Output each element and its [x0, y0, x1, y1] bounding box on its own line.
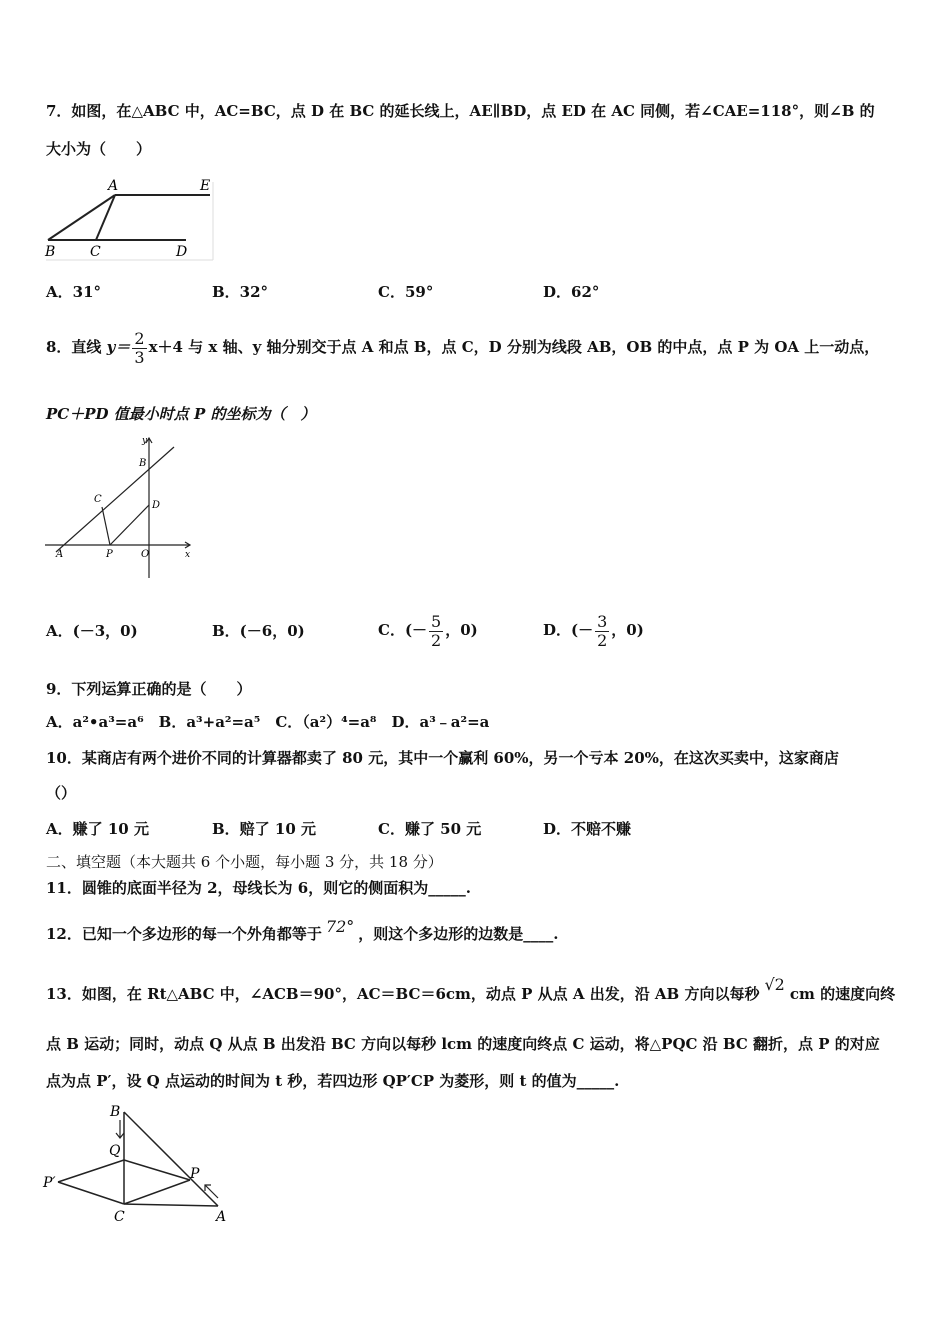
q10-option-a: A．赚了 10 元: [46, 820, 149, 838]
q8-frac-den: 3: [134, 347, 145, 367]
q10-line1: 10．某商店有两个进价不同的计算器都卖了 80 元，其中一个赢利 60%，另一个亏本 20%，在这次买卖中，这家商店: [46, 749, 839, 767]
q12-angle: 72°: [325, 917, 355, 936]
q8-option-a: A．(－3，0): [46, 622, 138, 640]
q12-pre: 12．已知一个多边形的每一个外角都等于: [46, 925, 322, 943]
q8-prefix: 8．直线: [46, 338, 107, 356]
q7-option-b: B．32°: [212, 283, 269, 301]
q8-label-D: D: [152, 500, 161, 511]
q13-label-Q: Q: [109, 1143, 121, 1159]
q11-text: 11．圆锥的底面半径为 2，母线长为 6，则它的侧面积为_____.: [46, 879, 471, 897]
q8-label-B: B: [139, 458, 147, 469]
q12-line: [46, 917, 559, 944]
q7-option-a: A．31°: [46, 283, 102, 301]
q13-figure: [40, 1100, 240, 1230]
section-2-heading: 二、填空题（本大题共 6 个小题，每小题 3 分，共 18 分）: [46, 853, 443, 871]
q10-option-d: D．不赔不赚: [543, 820, 632, 838]
q9-options: A．a²•a³=a⁶ B．a³+a²=a⁵ C．（a²）⁴=a⁸ D．a³﹣a²=a: [46, 713, 490, 731]
q8-option-c: C．(－ $\frac{5}{2}$ ，0): [378, 611, 478, 650]
q8-line2: PC＋PD 值最小时点 P 的坐标为（ ）: [46, 405, 316, 423]
q8-fraction: [132, 330, 146, 367]
q8-label-O: O: [141, 549, 150, 560]
q8-line1: [46, 318, 879, 376]
q12-post: ，则这个多边形的边数是____.: [358, 925, 559, 943]
q8-label-y: y: [142, 436, 148, 446]
q8-y-eq: y＝: [106, 338, 131, 356]
q10-line2: （）: [46, 784, 77, 802]
q7-label-C: C: [90, 244, 101, 260]
q13-line2: 点 B 运动；同时，动点 Q 从点 B 出发沿 BC 方向以每秒 lcm 的速度向终点 C 运动，将△PQC 沿 BC 翻折，点 P 的对应: [46, 1035, 880, 1053]
q8-label-C: C: [94, 494, 102, 505]
q7-label-E: E: [200, 178, 211, 194]
q7-option-c: C．59°: [378, 283, 434, 301]
q8-label-x: x: [185, 550, 191, 560]
q7-figure: [42, 172, 222, 264]
q13-sqrt: √2: [764, 975, 785, 994]
q7-label-D: D: [176, 244, 188, 260]
q7-line1: 7．如图，在△ABC 中，AC=BC，点 D 在 BC 的延长线上，AE∥BD，点 ED 在 AC 同侧，若∠CAE=118°，则∠B 的: [46, 102, 875, 120]
q13-line3: 点为点 P′，设 Q 点运动的时间为 t 秒，若四边形 QP′CP 为菱形，则 t 的值为_____.: [46, 1072, 620, 1090]
q13-label-B: B: [110, 1104, 121, 1120]
q13-line1-post: cm 的速度向终: [789, 985, 896, 1003]
q7-label-B: B: [45, 244, 56, 260]
q8-rest: x＋4 与 x 轴、y 轴分别交于点 A 和点 B，点 C，D 分别为线段 AB，OB 的中点，点 P 为 OA 上一动点，: [148, 338, 880, 356]
q8-label-A: A: [56, 549, 64, 560]
q8-option-c-fraction: $\frac{5}{2}$: [431, 611, 442, 650]
q8-label-P: P: [106, 549, 113, 560]
q9-stem: 9．下列运算正确的是（ ）: [46, 680, 252, 698]
q7-line2: 大小为（ ）: [46, 140, 152, 158]
q10-option-c: C．赚了 50 元: [378, 820, 482, 838]
q7-label-A: A: [108, 178, 119, 194]
q8-figure: [42, 432, 197, 582]
q8-frac-num: 2: [134, 328, 145, 348]
q10-option-b: B．赔了 10 元: [212, 820, 316, 838]
q13-label-C: C: [114, 1209, 125, 1225]
q13-label-P: P: [190, 1166, 200, 1182]
q8-option-d: D．(－ $\frac{3}{2}$ ，0): [543, 611, 644, 650]
q13-line1-pre: 13．如图，在 Rt△ABC 中，∠ACB＝90°，AC＝BC＝6cm，动点 P 从点 A 出发，沿 AB 方向以每秒: [46, 985, 760, 1003]
q7-option-d: D．62°: [543, 283, 600, 301]
q13-label-P-prime: P′: [43, 1175, 56, 1191]
q13-line1: [46, 975, 896, 1004]
q13-label-A: A: [216, 1209, 227, 1225]
q8-option-d-fraction: $\frac{3}{2}$: [597, 611, 608, 650]
q8-option-b: B．(－6，0): [212, 622, 305, 640]
